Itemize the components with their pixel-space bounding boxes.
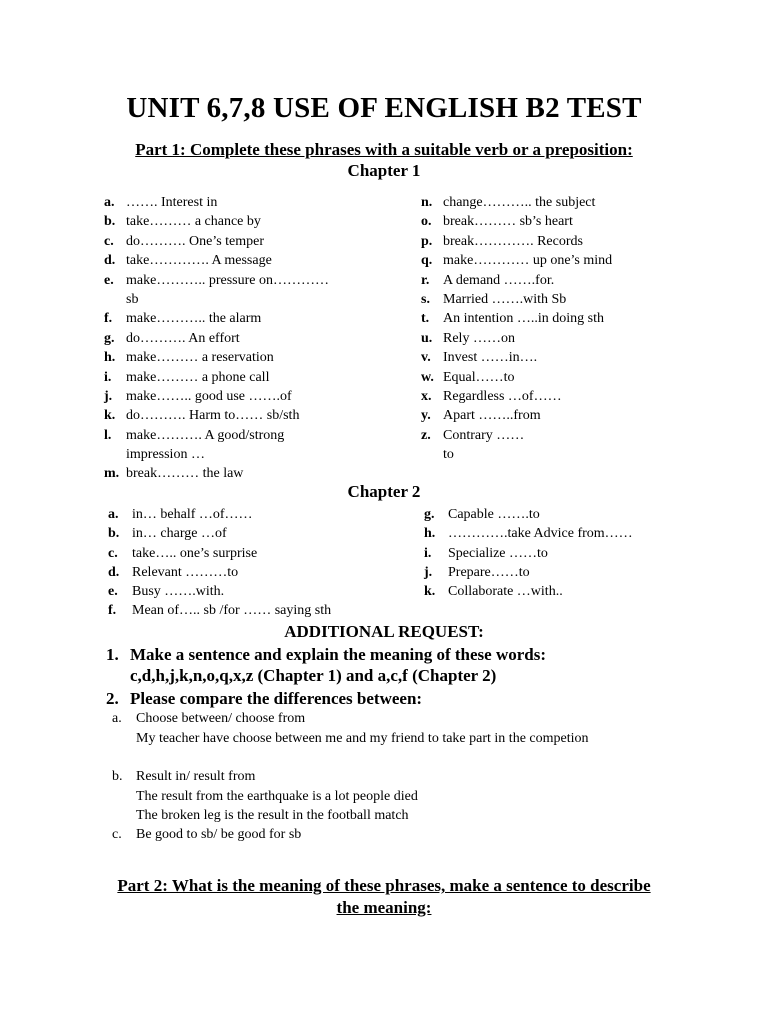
chapter1-left-list <box>104 193 329 484</box>
chapter1-right-list <box>421 193 612 464</box>
list-item: h. make……… a reservation <box>104 350 274 366</box>
compare-item-head: Choose between/ choose from <box>136 711 306 726</box>
list-item: d. take…………. A message <box>104 253 272 269</box>
request-1-line2: c,d,h,j,k,n,o,q,x,z (Chapter 1) and a,c,f (Chapter 2) <box>130 666 497 685</box>
example-sentence: The broken leg is the result in the football match <box>136 808 409 823</box>
example-sentence: The result from the earthquake is a lot people died <box>136 788 418 804</box>
list-item: g. Capable …….to <box>424 507 540 522</box>
list-item-continuation: impression … <box>126 447 205 463</box>
request-1 <box>106 644 546 686</box>
list-item: e. Busy …….with. <box>108 584 225 600</box>
list-item: z. Contrary …… <box>421 427 525 443</box>
list-item: d. Relevant ………to <box>108 564 239 580</box>
chapter2-left-list <box>108 505 331 621</box>
list-item: j. make…….. good use …….of <box>104 388 292 404</box>
list-item: a. in… behalf …of…… <box>108 507 253 522</box>
list-item: h. ………….take Advice from…… <box>424 526 633 542</box>
list-item: l. make………. A good/strong <box>104 427 285 443</box>
additional-request-title: ADDITIONAL REQUEST: <box>284 622 484 641</box>
list-item: j. Prepare……to <box>424 564 530 580</box>
list-item: m. break……… the law <box>104 466 244 482</box>
request-2-line1: Please compare the differences between: <box>130 689 423 708</box>
list-item: q. make………… up one’s mind <box>421 253 613 269</box>
list-item: i. Specialize ……to <box>424 545 548 561</box>
request-1-number: 1. <box>106 645 119 664</box>
list-item: n. change……….. the subject <box>421 195 596 210</box>
list-item: t. An intention …..in doing sth <box>421 311 604 327</box>
list-item: r. A demand …….for. <box>421 272 555 288</box>
list-item: c. take….. one’s surprise <box>108 545 258 561</box>
list-item: e. make……….. pressure on………… <box>104 272 329 288</box>
list-item: b. take……… a chance by <box>104 214 261 230</box>
list-item: a. ……. Interest in <box>104 195 218 210</box>
list-item: b. in… charge …of <box>108 526 227 542</box>
part2-heading-line2: the meaning: <box>336 897 432 917</box>
list-item: g. do………. An effort <box>104 330 240 346</box>
list-item: o. break……… sb’s heart <box>421 214 573 230</box>
list-item: x. Regardless …of…… <box>421 388 562 404</box>
document-title: UNIT 6,7,8 USE OF ENGLISH B2 TEST <box>126 92 642 124</box>
part1-heading: Part 1: Complete these phrases with a suitable verb or a preposition: <box>135 140 633 159</box>
list-item: i. make……… a phone call <box>104 369 270 385</box>
compare-item-a: a. Choose between/ choose from My teacher have choose between me and my friend to take part in the competion <box>112 709 589 748</box>
compare-item-c: c. Be good to sb/ be good for sb <box>112 827 302 842</box>
list-item: f. Mean of….. sb /for …… saying sth <box>108 603 332 619</box>
compare-item-b: b. Result in/ result from The result from the earthquake is a lot people died The broken leg is the result in the football match <box>112 767 418 826</box>
list-item: w. Equal……to <box>421 369 515 385</box>
list-item: p. break…………. Records <box>421 233 583 249</box>
chapter2-right-list <box>424 505 633 601</box>
part2-heading <box>0 875 768 918</box>
chapter2-title: Chapter 2 <box>347 482 421 501</box>
request-2 <box>106 688 422 709</box>
compare-item-head: Result in/ result from <box>136 769 256 784</box>
compare-item-head: Be good to sb/ be good for sb <box>136 827 302 842</box>
list-item-continuation: sb <box>126 291 139 307</box>
list-item: s. Married …….with Sb <box>421 291 567 307</box>
list-item: u. Rely ……on <box>421 330 515 346</box>
list-item: k. do………. Harm to…… sb/sth <box>104 408 300 424</box>
part2-heading-line1: Part 2: What is the meaning of these phrases, make a sentence to describe <box>117 876 651 895</box>
list-item-continuation: to <box>443 447 454 463</box>
list-item: c. do………. One’s temper <box>104 233 265 249</box>
example-sentence: My teacher have choose between me and my friend to take part in the competion <box>136 730 589 746</box>
list-item: v. Invest ……in…. <box>421 350 538 366</box>
list-item: y. Apart ……..from <box>421 408 541 424</box>
request-1-line1: Make a sentence and explain the meaning of these words: <box>130 645 547 664</box>
request-2-number: 2. <box>106 689 119 708</box>
list-item: f. make……….. the alarm <box>104 311 262 327</box>
list-item: k. Collaborate …with.. <box>424 584 563 600</box>
chapter1-title: Chapter 1 <box>347 161 421 180</box>
